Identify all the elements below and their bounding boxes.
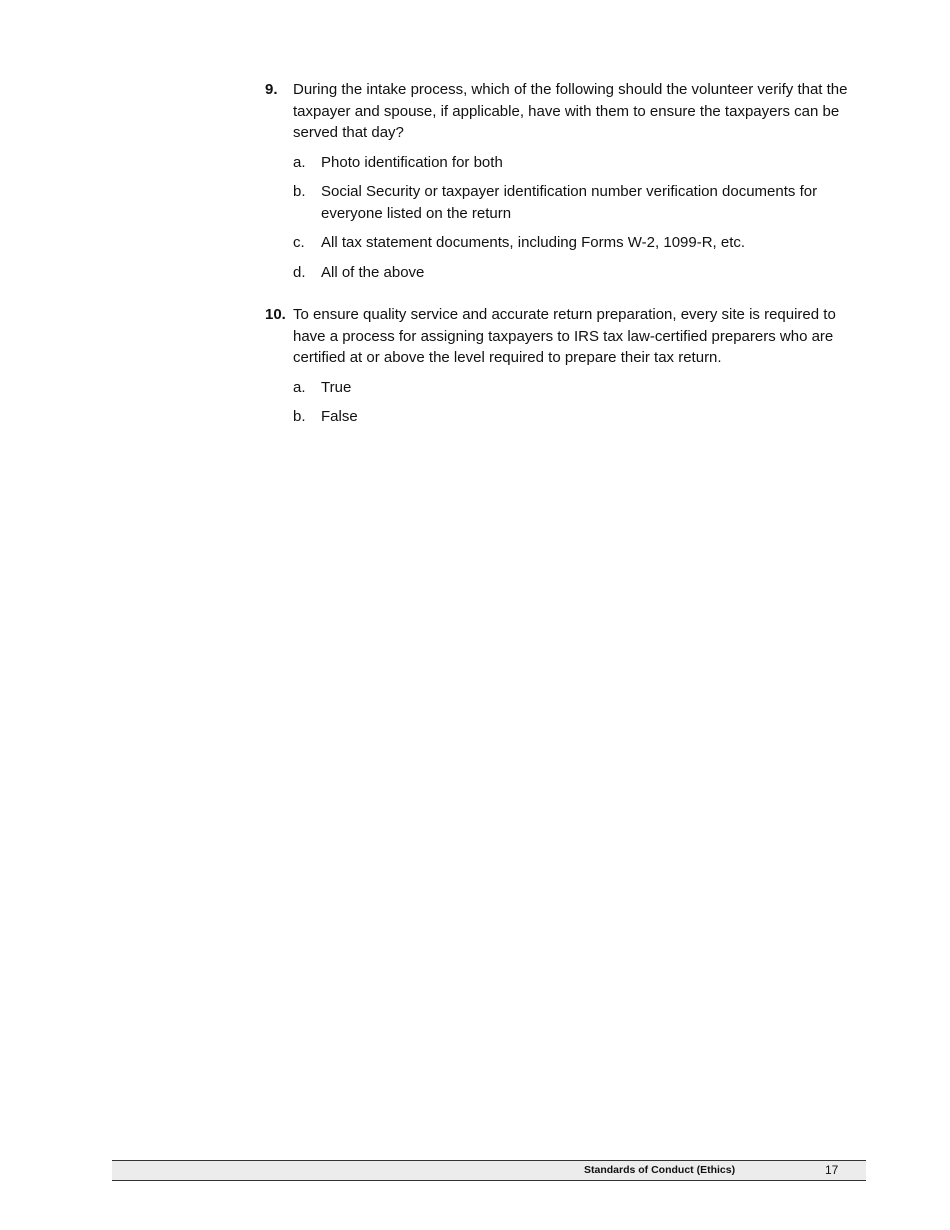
question-10 — [265, 304, 865, 428]
option-text: True — [321, 378, 352, 396]
question-text: During the intake process, which of the following should the volunteer verify that the taxpayer and spouse, if applicable, have with them to ensure the taxpayers can be served that day? — [293, 81, 848, 141]
option-letter: a. — [293, 153, 306, 171]
answer-option-c — [293, 232, 865, 254]
option-text: Photo identification for both — [321, 153, 503, 171]
answer-option-a — [293, 377, 865, 399]
answer-option-d — [293, 262, 865, 284]
page-number: 17 — [825, 1163, 839, 1177]
question-stem — [265, 79, 865, 144]
answer-options — [293, 377, 865, 428]
question-stem — [265, 304, 865, 369]
option-letter: b. — [293, 408, 306, 425]
page-footer — [112, 1160, 866, 1181]
option-text: Social Security or taxpayer identification number verification documents for everyone listed on the return — [321, 183, 818, 222]
question-list — [265, 79, 865, 428]
answer-option-b — [293, 181, 865, 224]
option-text: False — [321, 408, 358, 425]
option-text: All tax statement documents, including Forms W-2, 1099-R, etc. — [321, 234, 746, 251]
option-letter: a. — [293, 378, 306, 396]
option-text: All of the above — [321, 263, 425, 281]
question-9 — [265, 79, 865, 283]
answer-option-b — [293, 406, 865, 428]
question-number: 9. — [265, 81, 278, 98]
option-letter: b. — [293, 183, 306, 200]
answer-options — [293, 152, 865, 284]
question-text: To ensure quality service and accurate return preparation, every site is required to have a process for assigning taxpayers to IRS tax law-certified preparers who are certified at or above the level required to prepare their tax return. — [293, 306, 836, 366]
footer-title: Standards of Conduct (Ethics) — [584, 1164, 736, 1176]
option-letter: d. — [293, 263, 306, 281]
question-number: 10. — [265, 306, 286, 323]
answer-option-a — [293, 152, 865, 174]
option-letter: c. — [293, 234, 305, 251]
